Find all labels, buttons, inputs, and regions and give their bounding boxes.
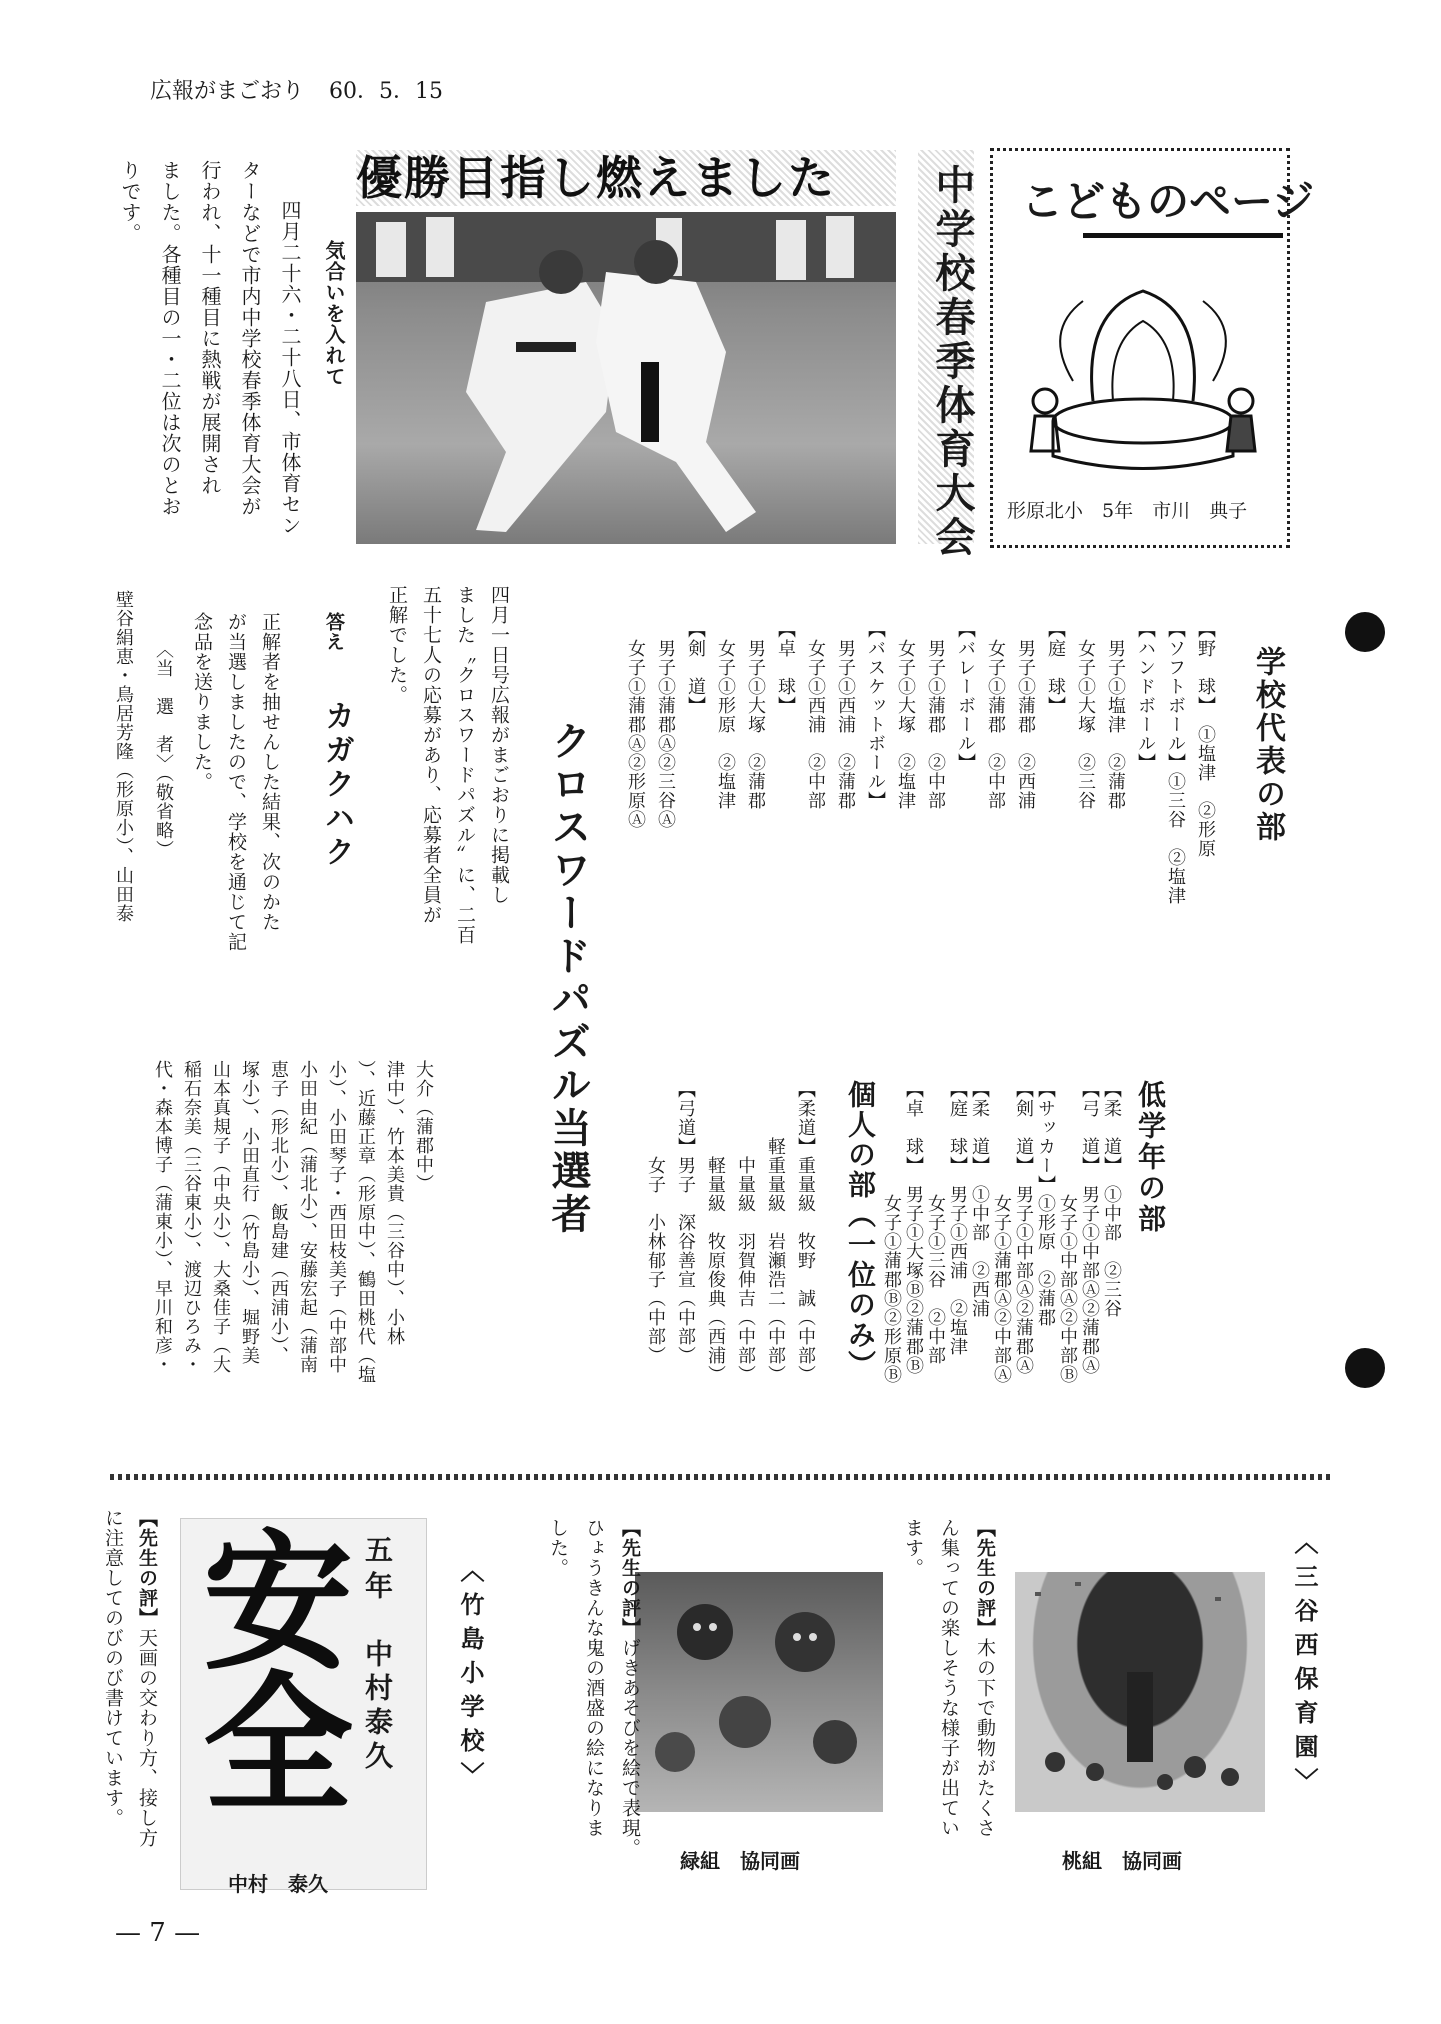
sports-headline: 優勝目指し燃えました — [356, 151, 836, 205]
calligraphy-caption: 中村 泰久 — [228, 1872, 328, 1896]
result-line: 軽重量級 岩瀬浩二（中部） — [765, 1080, 786, 1384]
winners-line: 小）、小田琴子・西田枝美子（中部中 — [326, 1060, 347, 1374]
result-line: 【ソフトボール】①三谷 ②塩津 — [1165, 620, 1186, 905]
result-line: 男子①塩津 ②蒲郡 — [1105, 620, 1126, 810]
result-line: 女子①蒲郡Ⓐ②中部Ⓐ — [991, 1080, 1012, 1384]
issue-date: 60．5．15 — [329, 79, 444, 104]
result-line: 【剣 道】 男子①中部Ⓐ②蒲郡Ⓐ — [1013, 1080, 1034, 1375]
result-line: 【バレーボール】 — [955, 620, 976, 772]
result-line: 【剣 道】 — [685, 620, 706, 715]
margin-dot — [1345, 612, 1385, 652]
comment-text: げきあそびを絵で表現。 — [619, 1638, 641, 1858]
crossword-line: 正解者を抽せんした結果、次のかた — [259, 612, 281, 932]
kids-caption: 形原北小 5年 市川 典子 — [1007, 500, 1248, 522]
result-line: 【野 球】 ①塩津 ②形原 — [1195, 620, 1216, 858]
intro-line: りです。 — [118, 160, 142, 244]
calligraphy-comment — [96, 1508, 164, 1888]
result-line: 【卓 球】 — [775, 620, 796, 715]
lower-results — [880, 1080, 1280, 1460]
calligraphy-name: 中村泰久 — [361, 1639, 394, 1775]
result-line: 男子①蒲郡 ②西浦 — [1015, 620, 1036, 810]
sangya-caption: 桃組 協同画 — [1062, 1849, 1182, 1873]
result-line: 女子①大塚 ②三谷 — [1075, 620, 1096, 810]
result-line: 女子①中部Ⓐ②中部Ⓑ — [1057, 1080, 1078, 1384]
result-line: 【ハンドボール】 — [1135, 620, 1156, 772]
result-line: 【卓 球】 男子①大塚Ⓑ②蒲郡Ⓑ — [903, 1080, 924, 1375]
winners-line: 山本真規子（中央小）、大桑佳子（大 — [210, 1060, 231, 1374]
winners-line: 稲石奈美（三谷東小）、渡辺ひろみ・ — [181, 1060, 202, 1374]
calligraphy-sheet — [177, 1518, 427, 1890]
comment-line — [130, 1508, 164, 1848]
result-line: 【柔 道】 ①中部 ②西浦 — [969, 1080, 990, 1318]
result-line: 女子①大塚 ②塩津 — [895, 620, 916, 810]
result-line: 男子①大塚 ②蒲郡 — [745, 620, 766, 810]
kids-page-box — [990, 148, 1315, 548]
kids-page-title: こどものページ — [1021, 177, 1315, 226]
crossword-answer: カガクハク — [319, 700, 354, 870]
winners-line: ）、近藤正章（形原中）、鶴田桃代（塩 — [355, 1060, 376, 1384]
comment-label: 【先生の評】 — [136, 1508, 158, 1628]
crossword-line: 念品を送りました。 — [191, 612, 213, 792]
takeshima-artwork — [635, 1572, 883, 1812]
individual-results — [640, 1080, 830, 1460]
calligraphy-grade: 五年 — [361, 1535, 394, 1607]
result-line: 【サッカー】①形原 ②蒲郡 — [1035, 1080, 1056, 1327]
tree-animals-drawing — [1015, 1572, 1265, 1812]
result-line: 【柔道】重量級 牧野 誠（中部） — [795, 1080, 816, 1384]
comment-line: に注意してのびのび書けています。 — [102, 1508, 124, 1828]
result-line: 女子①蒲郡Ⓑ②形原Ⓑ — [881, 1080, 902, 1384]
individual-title-wrap — [840, 1080, 880, 1380]
winners-line: 壁谷絹恵・鳥居芳隆（形原小）、山田泰 — [113, 590, 134, 923]
comment-line: ひょうきんな鬼の酒盛の絵になりま — [583, 1518, 605, 1838]
comment-text: 木の下で動物がたくさ — [974, 1638, 996, 1838]
result-line: 【柔 道】 ①中部 ②三谷 — [1101, 1080, 1122, 1318]
crossword-line: ました〝クロスワードパズル〟に、二百 — [454, 585, 476, 945]
comment-line — [612, 1518, 648, 1858]
result-line: 【弓道】男子 深谷善宣（中部） — [675, 1080, 696, 1365]
winners-line: 大介（蒲郡中） — [413, 1060, 434, 1193]
winners-label: 〈当 選 者〉（敬省略） — [153, 640, 174, 859]
takeshima-caption: 緑組 協同画 — [680, 1849, 800, 1873]
art-school-takeshima: 〈竹島小学校〉 — [456, 1558, 484, 1796]
sangya-artwork — [1015, 1572, 1265, 1812]
art-school-sangya: 〈三谷西保育園〉 — [1290, 1530, 1318, 1802]
result-line: 【庭 球】 男子①西浦 ②塩津 — [947, 1080, 968, 1356]
school-results-title: 学校代表の部 — [1250, 646, 1285, 844]
result-line: 【バスケットボール】 — [865, 620, 886, 810]
winners-line: 塚小）、小田直行（竹島小）、堀野美 — [239, 1060, 260, 1365]
result-line: 女子①西浦 ②中部 — [805, 620, 826, 810]
individual-results-title: 個人の部（一位のみ） — [844, 1080, 877, 1380]
intro-line: ました。各種目の一・二位は次のとお — [158, 160, 182, 517]
photo-caption: 気合いを入れて — [322, 240, 346, 387]
comment-label: 【先生の評】 — [619, 1518, 641, 1638]
result-line: 男子①蒲郡 ②中部 — [925, 620, 946, 810]
title-underline — [1083, 233, 1283, 238]
intro-line: 行われ、十一種目に熱戦が展開され — [198, 160, 222, 496]
result-line: 女子 小林郁子（中部） — [645, 1080, 666, 1365]
crossword-line: 正解でした。 — [386, 585, 408, 705]
result-line: 女子①蒲郡Ⓐ②形原Ⓐ — [625, 620, 646, 829]
result-line: 男子①蒲郡Ⓐ②三谷Ⓐ — [655, 620, 676, 829]
event-title: 中学校春季体育大会 — [929, 164, 975, 560]
crossword-body2 — [185, 612, 287, 1052]
page-number: — 7 — — [115, 1918, 201, 1948]
comment-line: ん集っての楽しそうな様子が出てい — [938, 1518, 960, 1838]
sangya-comment — [895, 1518, 1003, 1848]
header — [150, 74, 443, 105]
newsletter-title: 広報がまごおり — [150, 79, 305, 104]
fountain-drawing — [1023, 251, 1263, 481]
crossword-line: 四月一日号広報がまごおりに掲載し — [488, 585, 510, 905]
result-line: 女子①形原 ②塩津 — [715, 620, 736, 810]
lower-results-title: 低学年の部 — [1134, 1080, 1167, 1235]
school-results — [620, 620, 1230, 1040]
comment-line: ます。 — [902, 1518, 924, 1578]
crossword-title-wrap — [540, 720, 597, 1236]
school-results-title-wrap — [1245, 646, 1289, 844]
winners-line: 津中）、竹本美貴（三谷中）、小林 — [384, 1060, 405, 1346]
result-line: 男子①西浦 ②蒲郡 — [835, 620, 856, 810]
intro-paragraph — [110, 160, 310, 560]
answer-label: 答え — [323, 612, 345, 652]
margin-dot — [1345, 1348, 1385, 1388]
winners-line: 代・森本博子（蒲東小）、早川和彦・ — [152, 1060, 173, 1374]
result-line: 中量級 羽賀伸吉（中部） — [735, 1080, 756, 1384]
result-line: 【庭 球】 — [1045, 620, 1066, 715]
crossword-line: が当選しましたので、学校を通じて記 — [225, 612, 247, 952]
oni-party-drawing — [635, 1572, 883, 1812]
result-line: 軽量級 牧原俊典（西浦） — [705, 1080, 726, 1384]
headline-box — [356, 150, 896, 206]
judo-illustration — [356, 212, 896, 544]
comment-line: した。 — [547, 1518, 569, 1578]
intro-line: 四月二十六・二十八日、市体育セン — [278, 200, 302, 536]
calligraphy-characters: 安全 — [177, 1523, 351, 1807]
winners-line: 小田由紀（蒲北小）、安藤宏起（蒲南 — [297, 1060, 318, 1374]
crossword-title: クロスワードパズル当選者 — [545, 720, 591, 1236]
intro-line: ターなどで市内中学校春季体育大会が — [238, 160, 262, 517]
crossword-body — [380, 585, 516, 1045]
event-title-box — [918, 150, 975, 560]
comment-label: 【先生の評】 — [974, 1518, 996, 1638]
winners-line: 恵子（形北小）、飯島建（西浦小）、 — [268, 1060, 289, 1365]
crossword-line: 五十七人の応募があり、応募者全員が — [420, 585, 442, 925]
result-line: 女子①三谷 ②中部 — [925, 1080, 946, 1365]
comment-line — [967, 1518, 1003, 1838]
section-divider — [110, 1474, 1330, 1480]
judo-photo — [356, 212, 896, 544]
result-line: 女子①蒲郡 ②中部 — [985, 620, 1006, 810]
comment-text: 天画の交わり方、接し方 — [136, 1628, 158, 1848]
result-line: 【弓 道】 男子①中部Ⓐ②蒲郡Ⓐ — [1079, 1080, 1100, 1375]
takeshima-comment — [540, 1518, 648, 1858]
winners-continued — [148, 1060, 438, 1460]
